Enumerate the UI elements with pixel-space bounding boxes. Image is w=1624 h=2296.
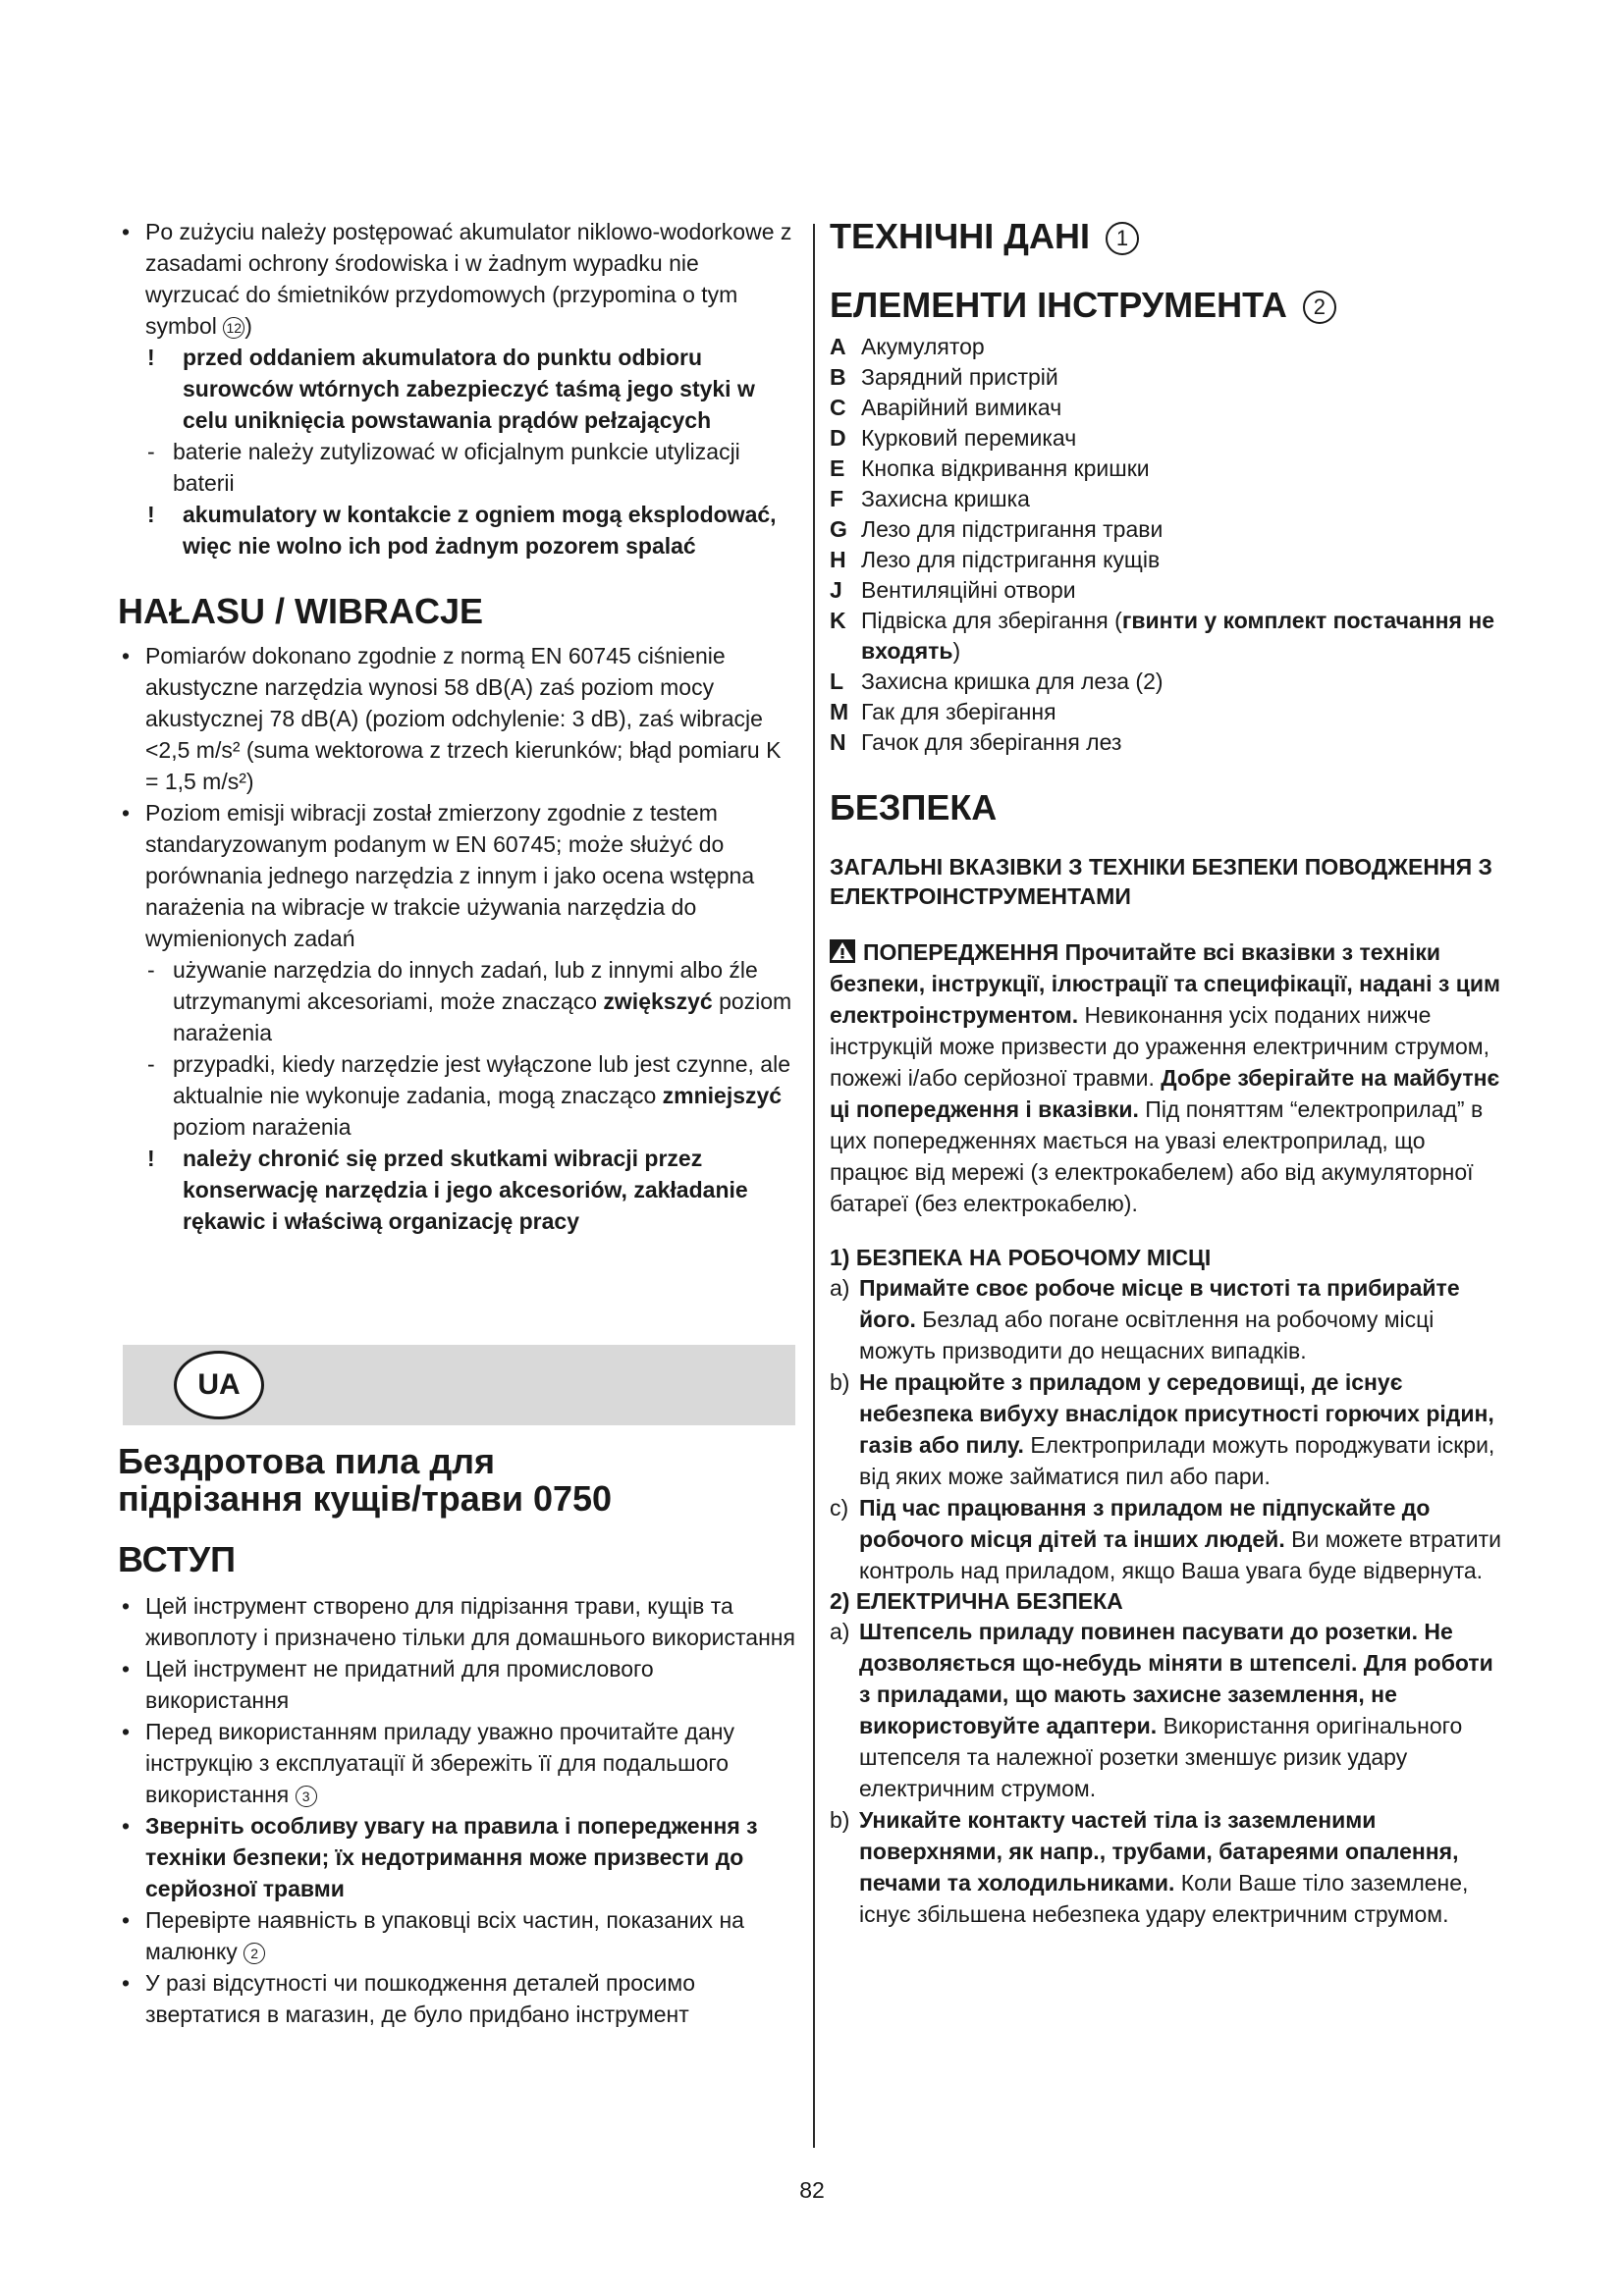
element-item: [830, 575, 1507, 606]
section-title-bezpeka: БЕЗПЕКА: [830, 787, 998, 828]
list-item: b) Не працюйте з приладом у середовищі, де існує небезпека вибуху внаслідок присутності горючих рідин, газів або пилу. Електроприлади можуть породжувати іскри, від яких може займатися пил або пари.: [830, 1366, 1507, 1492]
element-text: Курковий перемикач: [861, 425, 1077, 451]
element-letter: C: [830, 395, 846, 420]
bullet-marker: •: [122, 1656, 131, 1682]
dash-marker: -: [147, 439, 155, 464]
dash-marker: -: [147, 957, 155, 983]
subsection-title: 2) ЕЛЕКТРИЧНА БЕЗПЕКА: [830, 1588, 1123, 1614]
element-item: [830, 423, 1507, 454]
element-letter: E: [830, 455, 845, 481]
bullet-marker: •: [122, 1907, 131, 1933]
element-note: гвинти у комплект постачання не входять: [861, 608, 1494, 664]
element-item: [830, 667, 1507, 697]
list-item: • Перед використанням приладу уважно прочитайте дану інструкцію з експлуатації й збережіть її для подальшого використання 3: [118, 1716, 795, 1810]
element-text: Захисна кришка для леза (2): [861, 668, 1164, 694]
element-letter: M: [830, 699, 849, 724]
sub-item: - używanie narzędzia do innych zadań, lub z innymi albo źle utrzymanymi akcesoriami, może znacząco zwiększyć poziom narażenia: [118, 954, 795, 1048]
element-text: Кнопка відкривання кришки: [861, 455, 1150, 481]
element-text: Акумулятор: [861, 334, 985, 359]
subsection-title: 1) БЕЗПЕКА НА РОБОЧОМУ МІСЦІ: [830, 1245, 1212, 1270]
list-item: b) Уникайте контакту частей тіла із заземленими поверхнями, як напр., трубами, батареями опалення, печами та холодильниками. Коли Ваше тіло заземлене, існує збільшена небезпека удару електричним струмом.: [830, 1804, 1507, 1930]
element-letter: G: [830, 516, 847, 542]
bullet-marker: •: [122, 1593, 131, 1619]
list-item: • Зверніть особливу увагу на правила і попередження з техніки безпеки; їх недотримання може призвести до серйозної травми: [118, 1810, 795, 1904]
element-item: [830, 697, 1507, 727]
sub-item: - baterie należy zutylizować w oficjalnym punkcie utylizacji baterii: [118, 436, 795, 499]
list-item: • Poziom emisji wibracji został zmierzony zgodnie z testem standaryzowanym podanym w EN 60745; może służyć do porównania jednego narzędzia z innym i jako ocena wstępna narażenia na wibracje w trakcie używania narzędzia do wymienionych zadań: [118, 797, 795, 954]
right-column: [830, 216, 1507, 1930]
element-item: [830, 454, 1507, 484]
section-title-tech: ТЕХНІЧНІ ДАНІ 1: [830, 216, 1507, 257]
element-text: Гачок для зберігання лез: [861, 729, 1122, 755]
elements-list: [830, 332, 1507, 758]
symbol-reference: 3: [296, 1786, 317, 1807]
list-item: • Перевірте наявність в упаковці всіх частин, показаних на малюнку 2: [118, 1904, 795, 1967]
element-letter: L: [830, 668, 844, 694]
left-column: [118, 216, 795, 1237]
element-letter: K: [830, 608, 846, 633]
column-divider: [813, 224, 815, 2148]
element-item: [830, 545, 1507, 575]
page-number: 82: [799, 2177, 825, 2203]
item-letter: a): [830, 1275, 850, 1301]
bullet-marker: •: [122, 643, 131, 668]
symbol-reference: 2: [244, 1943, 265, 1964]
element-text: Лезо для підстригання кущів: [861, 547, 1161, 572]
product-title: Бездротова пила для підрізання кущів/трави 0750: [118, 1441, 613, 1519]
bullet-marker: •: [122, 1719, 131, 1744]
element-letter: J: [830, 577, 842, 603]
element-item: [830, 514, 1507, 545]
element-text: Вентиляційні отвори: [861, 577, 1076, 603]
language-badge: UA: [174, 1351, 264, 1419]
warning-triangle-icon: [830, 939, 855, 963]
element-letter: B: [830, 364, 846, 390]
language-band: [123, 1345, 795, 1425]
bullet-marker: •: [122, 800, 131, 826]
item-letter: c): [830, 1495, 849, 1521]
section-title-halasu: HAŁASU / WIBRACJE: [118, 591, 484, 631]
symbol-reference: 2: [1303, 291, 1336, 324]
list-item: • Po zużyciu należy postępować akumulator niklowo-wodorkowe z zasadami ochrony środowiska i w żadnym wypadku nie wyrzucać do śmietników przydomowych (przypomina o tym symbol 12 ): [118, 216, 795, 342]
bullet-marker: •: [122, 219, 131, 244]
element-text: Зарядний пристрій: [861, 364, 1058, 390]
section-title-elements: ЕЛЕМЕНТИ ІНСТРУМЕНТА 2: [830, 285, 1507, 326]
list-item: • У разі відсутності чи пошкодження деталей просимо звертатися в магазин, де було придбано інструмент: [118, 1967, 795, 2030]
element-item: [830, 362, 1507, 393]
warning-item: ! przed oddaniem akumulatora do punktu odbioru surowców wtórnych zabezpieczyć taśmą jego styki w celu uniknięcia powstawania prądów pełzających: [118, 342, 795, 436]
exclamation-marker: !: [147, 502, 155, 527]
section-title-vstup: ВСТУП: [118, 1539, 236, 1579]
element-text: Лезо для підстригання трави: [861, 516, 1164, 542]
element-item: [830, 606, 1507, 667]
bullet-marker: •: [122, 1970, 131, 1996]
element-letter: H: [830, 547, 846, 572]
warning-item: ! akumulatory w kontakcie z ogniem mogą eksplodować, więc nie wolno ich pod żadnym pozorem spalać: [118, 499, 795, 561]
element-letter: F: [830, 486, 844, 511]
warning-paragraph: ПОПЕРЕДЖЕННЯ Прочитайте всі вказівки з техніки безпеки, інструкції, ілюстрації та специфікації, надані з цим електроінструментом. Невиконання усіх поданих нижче інструкцій може призвести до ураження електричним струмом, пожежі і/або серйозної травми. Добре зберігайте на майбутнє ці попередження і вказівки. Під поняттям “електроприлад” в цих попередженнях мається на увазі електроприлад, що працює від мережі (з електрокабелем) або від акумуляторної батареї (без електрокабелю).: [830, 939, 1500, 1216]
sub-item: - przypadki, kiedy narzędzie jest wyłączone lub jest czynne, ale aktualnie nie wykonuje zadania, mogą znacząco zmniejszyć poziom narażenia: [118, 1048, 795, 1143]
dash-marker: -: [147, 1051, 155, 1077]
exclamation-marker: !: [147, 1146, 155, 1171]
element-item: [830, 727, 1507, 758]
list-item: • Цей інструмент не придатний для промислового використання: [118, 1653, 795, 1716]
list-item: c) Під час працювання з приладом не підпускайте до робочого місця дітей та інших людей. Ви можете втратити контроль над приладом, якщо Ваша увага буде відвернута.: [830, 1492, 1507, 1586]
element-letter: N: [830, 729, 846, 755]
element-text: Аварійний вимикач: [861, 395, 1062, 420]
warning-item: ! należy chronić się przed skutkami wibracji przez konserwację narzędzia i jego akcesoriów, zakładanie rękawic i właściwą organizację pracy: [118, 1143, 795, 1237]
element-item: [830, 332, 1507, 362]
element-tail: ): [952, 638, 961, 664]
list-item: a) Примайте своє робоче місце в чистоті та прибирайте його. Безлад або погане освітлення на робочому місці можуть призводити до нещасних випадків.: [830, 1272, 1507, 1366]
element-letter: D: [830, 425, 846, 451]
exclamation-marker: !: [147, 345, 155, 370]
list-item: • Цей інструмент створено для підрізання трави, кущів та живоплоту і призначено тільки для домашнього використання: [118, 1590, 795, 1653]
element-text: Гак для зберігання: [861, 699, 1056, 724]
left-column-ua: [118, 1443, 795, 2030]
symbol-reference: 1: [1106, 222, 1139, 255]
item-letter: a): [830, 1619, 850, 1644]
list-item: a) Штепсель приладу повинен пасувати до розетки. Не дозволяється що-небудь міняти в штепселі. Для роботи з приладами, що мають захисне заземлення, не використовуйте адаптери. Використання оригінального штепселя та належної розетки зменшує ризик удару електричним струмом.: [830, 1616, 1507, 1804]
element-text: Захисна кришка: [861, 486, 1030, 511]
bullet-marker: •: [122, 1813, 131, 1839]
element-text: Підвіска для зберігання (: [861, 608, 1122, 633]
element-item: [830, 484, 1507, 514]
list-item: • Pomiarów dokonano zgodnie z normą EN 60745 ciśnienie akustyczne narzędzia wynosi 58 dB(A) zaś poziom mocy akustycznej 78 dB(A) (poziom odchylenie: 3 dB), zaś wibracje <2,5 m/s² (suma wektorowa z trzech kierunków; błąd pomiaru K = 1,5 m/s²): [118, 640, 795, 797]
element-letter: A: [830, 334, 846, 359]
item-letter: b): [830, 1807, 850, 1833]
safety-subtitle: ЗАГАЛЬНІ ВКАЗІВКИ З ТЕХНІКИ БЕЗПЕКИ ПОВОДЖЕННЯ З ЕЛЕКТРОІНСТРУМЕНТАМИ: [830, 854, 1492, 909]
symbol-reference: 12: [223, 317, 244, 339]
item-letter: b): [830, 1369, 850, 1395]
element-item: [830, 393, 1507, 423]
